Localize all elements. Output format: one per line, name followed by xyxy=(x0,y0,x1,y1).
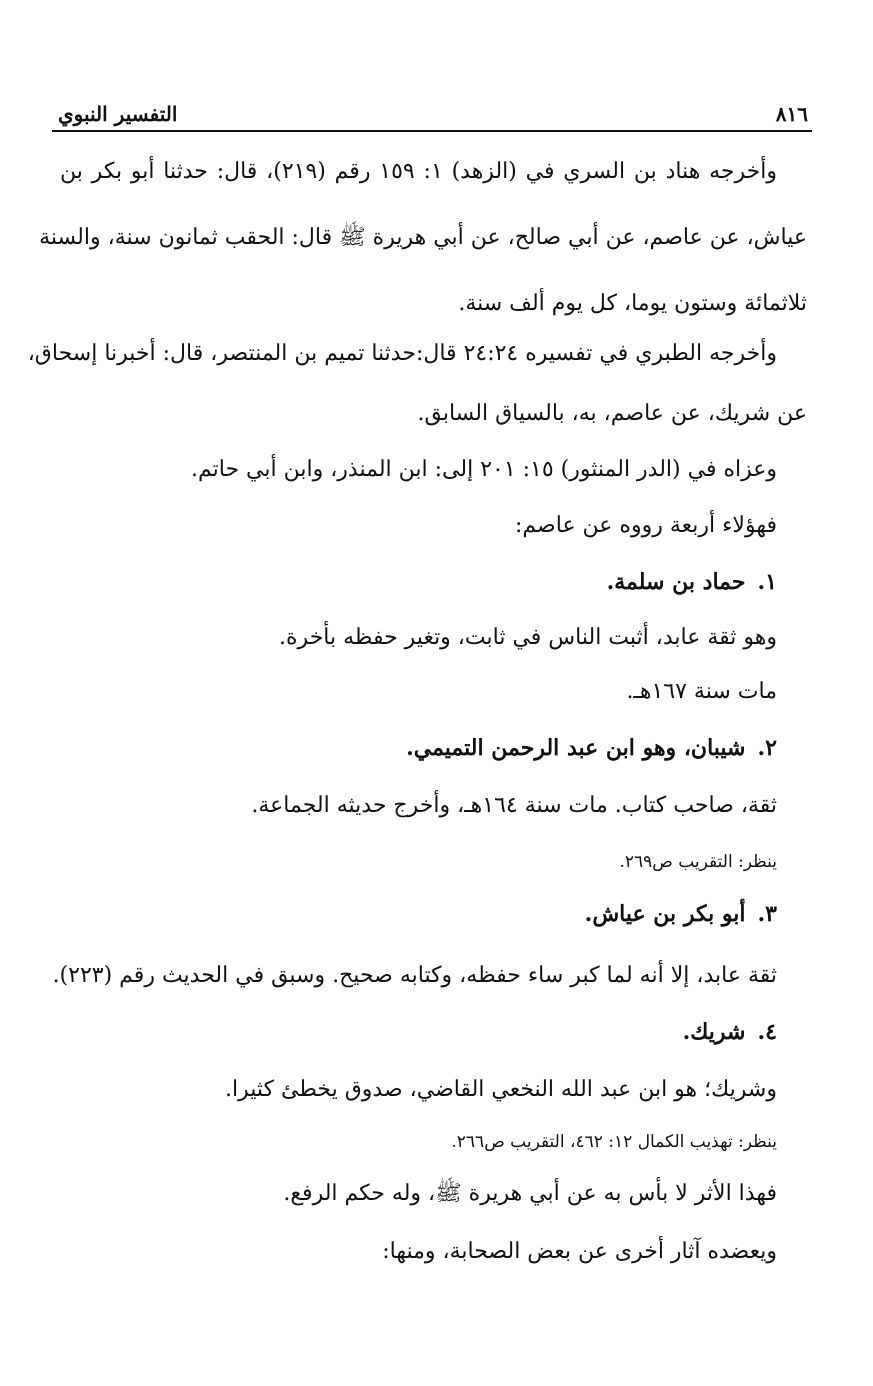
text-line: فهؤلاء أربعة رووه عن عاصم: xyxy=(515,513,777,538)
footnote-reference: ينظر: تهذيب الكمال ١٢: ٤٦٢، التقريب ص٢٦٦. xyxy=(451,1132,777,1152)
text-line: وهو ثقة عابد، أثبت الناس في ثابت، وتغير حفظه بأخرة. xyxy=(279,625,777,650)
text-line: ثقة عابد، إلا أنه لما كبر ساء حفظه، وكتابه صحيح. وسبق في الحديث رقم (٢٢٣). xyxy=(52,963,777,988)
list-item-heading xyxy=(406,728,777,768)
list-item-title: شيبان، وهو ابن عبد الرحمن التميمي. xyxy=(406,735,746,761)
list-item-title: أبو بكر بن عياش. xyxy=(584,901,746,927)
text-line: عن شريك، عن عاصم، به، بالسياق السابق. xyxy=(417,401,807,426)
text-line: وشريك؛ هو ابن عبد الله النخعي القاضي، صدوق يخطئ كثيرا. xyxy=(225,1077,777,1102)
list-item-heading xyxy=(683,1012,777,1052)
text-line: عياش، عن عاصم، عن أبي صالح، عن أبي هريرة ﷺ قال: الحقب ثمانون سنة، والسنة xyxy=(39,225,807,250)
text-line: وأخرجه الطبري في تفسيره ٢٤:٢٤ قال:حدثنا تميم بن المنتصر، قال: أخبرنا إسحاق، xyxy=(27,341,777,366)
footnote-reference: ينظر: التقريب ص٢٦٩. xyxy=(619,852,777,872)
list-number: ٢. xyxy=(757,735,777,761)
list-item-heading xyxy=(607,562,777,602)
text-line: ويعضده آثار أخرى عن بعض الصحابة، ومنها: xyxy=(382,1239,777,1264)
text-line: فهذا الأثر لا بأس به عن أبي هريرة ﷺ، وله حكم الرفع. xyxy=(283,1181,777,1206)
text-line: مات سنة ١٦٧هـ. xyxy=(626,679,777,704)
list-item-title: شريك. xyxy=(682,1019,746,1045)
list-number: ٤. xyxy=(757,1019,777,1045)
list-item-title: حماد بن سلمة. xyxy=(606,569,746,595)
text-line: ثلاثمائة وستون يوما، كل يوم ألف سنة. xyxy=(458,291,807,316)
book-title: التفسير النبوي xyxy=(58,102,178,126)
running-header xyxy=(52,96,812,132)
text-line: وعزاه في (الدر المنثور) ١٥: ٢٠١ إلى: ابن المنذر، وابن أبي حاتم. xyxy=(190,457,777,482)
page-number: ٨١٦ xyxy=(775,102,808,126)
list-number: ١. xyxy=(757,569,777,595)
list-item-heading xyxy=(585,894,777,934)
text-line: وأخرجه هناد بن السري في (الزهد) ١: ١٥٩ رقم (٢١٩)، قال: حدثنا أبو بكر بن xyxy=(60,159,777,184)
text-line: ثقة، صاحب كتاب. مات سنة ١٦٤هـ، وأخرج حديثه الجماعة. xyxy=(251,793,777,818)
list-number: ٣. xyxy=(757,901,777,927)
